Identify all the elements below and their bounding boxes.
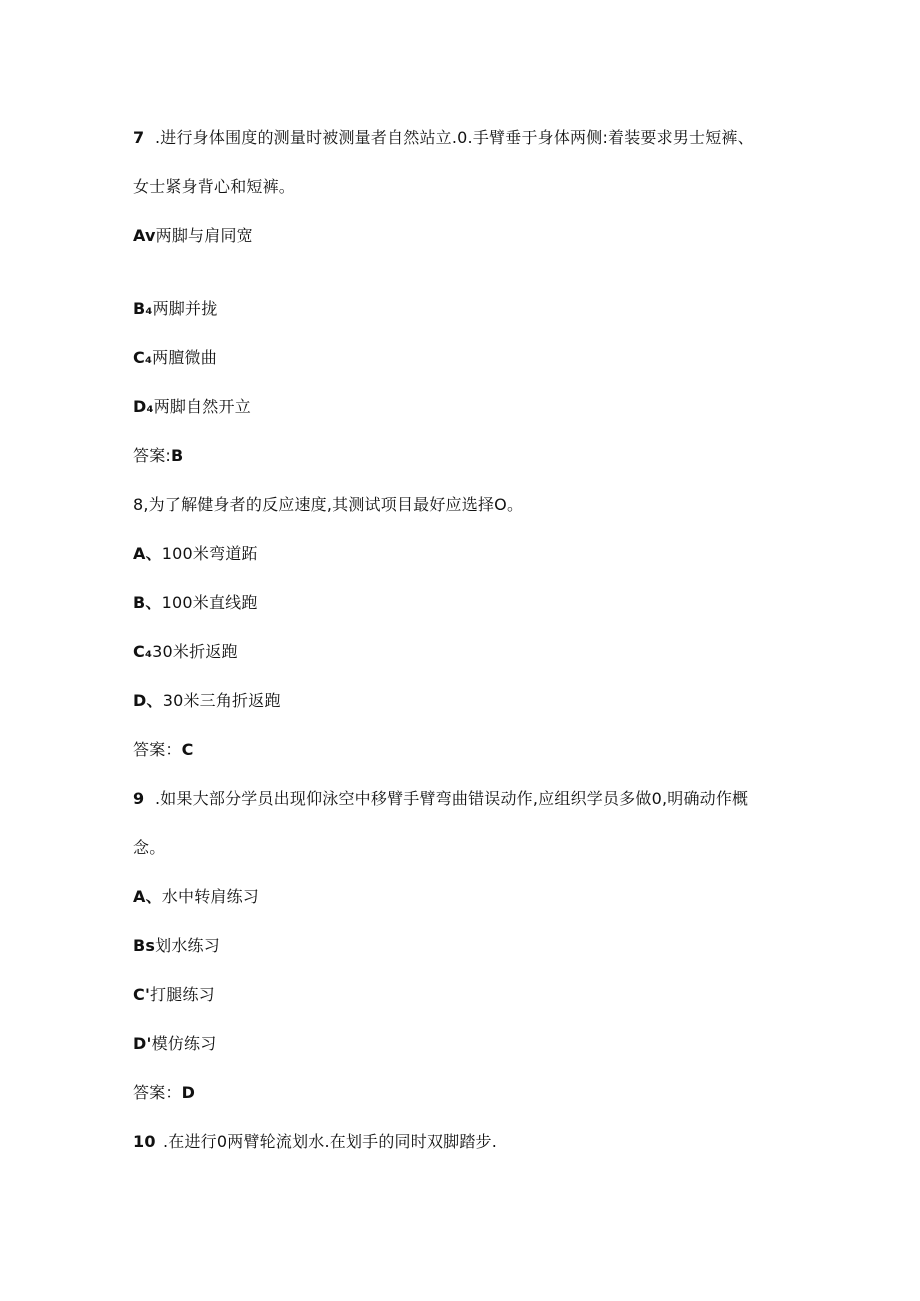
question-9-stem-line-1	[133, 788, 748, 810]
question-text: .在进行0两臂轮流划水.在划手的同时双脚踏步.	[163, 1132, 498, 1151]
question-8-option-d: D、30米三角折返跑	[133, 691, 281, 710]
question-10-stem	[133, 1131, 497, 1153]
question-9-option-a: A、水中转肩练习	[133, 887, 259, 906]
question-7-option-c: C₄两膻微曲	[133, 348, 217, 367]
question-9-option-c: C'打腿练习	[133, 985, 215, 1004]
question-8-answer: 答案：C	[133, 740, 194, 759]
question-7-answer: 答案:B	[133, 446, 184, 465]
question-text: .进行身体围度的测量时被测量者自然站立.0.手臂垂于身体两侧:着装要求男士短裤、	[155, 128, 754, 147]
question-9-answer: 答案：D	[133, 1083, 196, 1102]
question-number: 10	[133, 1132, 156, 1151]
question-text: .如果大部分学员出现仰泳空中移臂手臂弯曲错误动作,应组织学员多做0,明确动作概	[155, 789, 749, 808]
question-number: 9	[133, 789, 145, 808]
question-8-stem: 8,为了解健身者的反应速度,其测试项目最好应选择O。	[133, 495, 524, 514]
question-9-option-d: D'模仿练习	[133, 1034, 217, 1053]
question-7-stem-line-1	[133, 127, 754, 149]
question-9-option-b: Bs划水练习	[133, 936, 220, 955]
question-8-option-a: A、100米弯道跖	[133, 544, 258, 563]
question-7-option-d: D₄两脚自然开立	[133, 397, 251, 416]
question-8-option-b: B、100米直线跑	[133, 593, 258, 612]
question-8-option-c: C₄30米折返跑	[133, 642, 238, 661]
question-9-stem-line-2: 念。	[133, 838, 166, 857]
question-7-option-a: Av两脚与肩同宽	[133, 226, 253, 245]
question-7-option-b: B₄两脚并拢	[133, 299, 218, 318]
question-7-stem-line-2: 女士紧身背心和短裤。	[133, 177, 296, 196]
question-number: 7	[133, 128, 145, 147]
